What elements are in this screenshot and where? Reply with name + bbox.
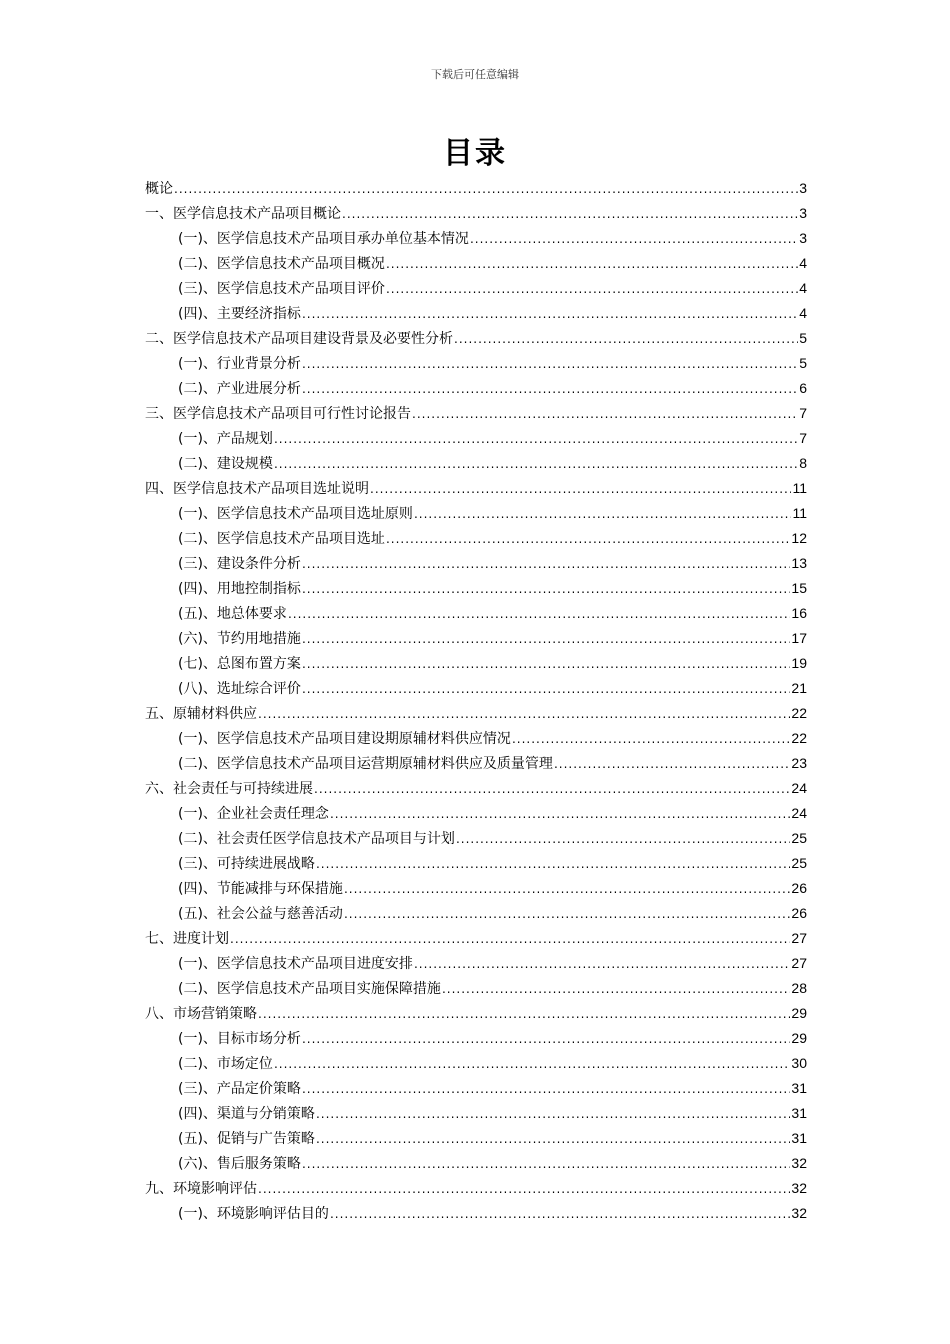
toc-entry-page-number: 27 (791, 955, 807, 971)
toc-entry-title: (一)、医学信息技术产品项目进度安排 (178, 956, 413, 972)
toc-entry-page-number: 32 (791, 1180, 807, 1196)
toc-entry-page-number: 5 (799, 330, 807, 346)
toc-entry[interactable] (145, 1001, 807, 1026)
toc-entry-page-number: 22 (791, 730, 807, 746)
toc-entry-title: (四)、用地控制指标 (178, 581, 301, 597)
toc-entry-page-number: 29 (791, 1005, 807, 1021)
toc-entry-title: (六)、售后服务策略 (178, 1156, 301, 1172)
toc-leader-dots (330, 1202, 790, 1227)
toc-entry[interactable] (145, 426, 807, 451)
toc-leader-dots (302, 1027, 790, 1052)
toc-entry-page-number: 30 (791, 1055, 807, 1071)
toc-leader-dots (302, 1152, 790, 1177)
toc-entry-title: (三)、建设条件分析 (178, 556, 301, 572)
toc-leader-dots (512, 727, 790, 752)
toc-entry-page-number: 31 (791, 1080, 807, 1096)
toc-leader-dots (344, 902, 790, 927)
toc-entry-title: (一)、环境影响评估目的 (178, 1206, 329, 1222)
toc-entry-page-number: 12 (791, 530, 807, 546)
toc-entry[interactable] (145, 1201, 807, 1226)
toc-entry[interactable] (145, 851, 807, 876)
toc-entry-page-number: 4 (799, 255, 807, 271)
toc-leader-dots (258, 1177, 790, 1202)
toc-leader-dots (344, 877, 790, 902)
toc-entry[interactable] (145, 626, 807, 651)
toc-entry[interactable] (145, 751, 807, 776)
toc-entry-page-number: 22 (791, 705, 807, 721)
toc-leader-dots (302, 577, 790, 602)
toc-leader-dots (330, 802, 790, 827)
toc-entry-title: (五)、地总体要求 (178, 606, 287, 622)
toc-entry-page-number: 19 (791, 655, 807, 671)
toc-leader-dots (412, 402, 798, 427)
toc-entry-page-number: 7 (799, 430, 807, 446)
toc-entry-page-number: 26 (791, 905, 807, 921)
toc-entry-page-number: 3 (799, 205, 807, 221)
toc-entry[interactable] (145, 301, 807, 326)
toc-leader-dots (554, 752, 790, 777)
toc-entry-page-number: 25 (791, 855, 807, 871)
toc-entry-page-number: 31 (791, 1105, 807, 1121)
toc-leader-dots (414, 952, 790, 977)
toc-entry[interactable] (145, 701, 807, 726)
toc-leader-dots (302, 302, 798, 327)
toc-leader-dots (274, 452, 798, 477)
toc-entry[interactable] (145, 876, 807, 901)
toc-leader-dots (258, 1002, 790, 1027)
toc-entry[interactable] (145, 726, 807, 751)
toc-entry-title: (一)、目标市场分析 (178, 1031, 301, 1047)
toc-entry-title: (一)、行业背景分析 (178, 356, 301, 372)
page-header: 下载后可任意编辑 (431, 68, 519, 81)
toc-entry[interactable] (145, 776, 807, 801)
toc-entry-page-number: 27 (791, 930, 807, 946)
toc-entry[interactable] (145, 226, 807, 251)
toc-entry-page-number: 4 (799, 305, 807, 321)
toc-entry-page-number: 24 (791, 805, 807, 821)
toc-entry-page-number: 3 (799, 180, 807, 196)
toc-entry[interactable] (145, 1126, 807, 1151)
toc-entry[interactable] (145, 401, 807, 426)
toc-entry-title: (二)、医学信息技术产品项目实施保障措施 (178, 981, 441, 997)
toc-entry-title: (二)、建设规模 (178, 456, 273, 472)
toc-leader-dots (454, 327, 798, 352)
toc-entry[interactable] (145, 376, 807, 401)
toc-entry-page-number: 31 (791, 1130, 807, 1146)
toc-entry-title: (一)、医学信息技术产品项目选址原则 (178, 506, 413, 522)
toc-entry-page-number: 7 (799, 405, 807, 421)
toc-entry[interactable] (145, 176, 807, 201)
toc-entry-title: (五)、促销与广告策略 (178, 1131, 315, 1147)
toc-entry[interactable] (145, 901, 807, 926)
toc-entry[interactable] (145, 826, 807, 851)
toc-entry-page-number: 4 (799, 280, 807, 296)
toc-entry[interactable] (145, 501, 807, 526)
toc-entry-title: (三)、可持续进展战略 (178, 856, 315, 872)
toc-leader-dots (274, 427, 798, 452)
toc-entry-title: (二)、社会责任医学信息技术产品项目与计划 (178, 831, 455, 847)
toc-leader-dots (470, 227, 798, 252)
toc-entry-title: (五)、社会公益与慈善活动 (178, 906, 343, 922)
toc-entry[interactable] (145, 801, 807, 826)
toc-entry[interactable] (145, 476, 807, 501)
toc-entry[interactable] (145, 576, 807, 601)
toc-entry-title: 六、社会责任与可持续进展 (145, 781, 313, 797)
toc-entry-title: (一)、医学信息技术产品项目建设期原辅材料供应情况 (178, 731, 511, 747)
toc-entry-title: 九、环境影响评估 (145, 1181, 257, 1197)
toc-entry-title: (八)、选址综合评价 (178, 681, 301, 697)
toc-entry-page-number: 32 (791, 1155, 807, 1171)
toc-leader-dots (386, 252, 798, 277)
toc-entry-page-number: 24 (791, 780, 807, 796)
toc-entry-title: (一)、医学信息技术产品项目承办单位基本情况 (178, 231, 469, 247)
toc-entry[interactable] (145, 1101, 807, 1126)
toc-entry-page-number: 32 (791, 1205, 807, 1221)
toc-entry[interactable] (145, 651, 807, 676)
toc-entry[interactable] (145, 251, 807, 276)
toc-entry-title: (四)、主要经济指标 (178, 306, 301, 322)
toc-leader-dots (302, 377, 798, 402)
toc-entry-title: (二)、医学信息技术产品项目运营期原辅材料供应及质量管理 (178, 756, 553, 772)
toc-leader-dots (414, 502, 792, 527)
toc-leader-dots (274, 1052, 790, 1077)
toc-entry-page-number: 28 (791, 980, 807, 996)
toc-entry-page-number: 23 (791, 755, 807, 771)
toc-entry-title: (三)、产品定价策略 (178, 1081, 301, 1097)
toc-entry[interactable] (145, 351, 807, 376)
toc-entry-page-number: 3 (799, 230, 807, 246)
toc-leader-dots (288, 602, 790, 627)
toc-entry-title: 二、医学信息技术产品项目建设背景及必要性分析 (145, 331, 453, 347)
toc-leader-dots (302, 352, 798, 377)
toc-entry-title: 八、市场营销策略 (145, 1006, 257, 1022)
toc-entry-title: (二)、医学信息技术产品项目选址 (178, 531, 385, 547)
toc-entry[interactable] (145, 201, 807, 226)
toc-leader-dots (456, 827, 790, 852)
toc-entry-page-number: 6 (799, 380, 807, 396)
toc-entry-page-number: 29 (791, 1030, 807, 1046)
toc-entry[interactable] (145, 451, 807, 476)
toc-entry-title: 三、医学信息技术产品项目可行性讨论报告 (145, 406, 411, 422)
toc-entry[interactable] (145, 926, 807, 951)
toc-entry[interactable] (145, 1051, 807, 1076)
toc-entry-page-number: 5 (799, 355, 807, 371)
toc-entry-title: 四、医学信息技术产品项目选址说明 (145, 481, 369, 497)
toc-leader-dots (302, 552, 790, 577)
toc-entry[interactable] (145, 326, 807, 351)
toc-entry-page-number: 16 (791, 605, 807, 621)
toc-leader-dots (302, 627, 790, 652)
toc-entry-title: 概论 (145, 181, 173, 197)
toc-entry[interactable] (145, 1151, 807, 1176)
toc-leader-dots (342, 202, 798, 227)
toc-leader-dots (386, 527, 790, 552)
toc-leader-dots (302, 652, 790, 677)
toc-entry-title: (二)、市场定位 (178, 1056, 273, 1072)
toc-entry[interactable] (145, 1026, 807, 1051)
toc-entry-title: (四)、渠道与分销策略 (178, 1106, 315, 1122)
toc-entry[interactable] (145, 1076, 807, 1101)
toc-entry-page-number: 11 (792, 505, 807, 521)
toc-entry-page-number: 15 (791, 580, 807, 596)
toc-entry-title: (一)、企业社会责任理念 (178, 806, 329, 822)
toc-leader-dots (302, 1077, 790, 1102)
toc-entry-title: 五、原辅材料供应 (145, 706, 257, 722)
toc-entry-page-number: 13 (791, 555, 807, 571)
toc-entry[interactable] (145, 601, 807, 626)
toc-leader-dots (174, 177, 798, 202)
toc-leader-dots (314, 777, 790, 802)
toc-leader-dots (258, 702, 790, 727)
toc-leader-dots (386, 277, 798, 302)
toc-entry[interactable] (145, 526, 807, 551)
toc-entry[interactable] (145, 1176, 807, 1201)
toc-entry-page-number: 11 (792, 480, 807, 496)
toc-entry-page-number: 8 (799, 455, 807, 471)
toc-entry-page-number: 25 (791, 830, 807, 846)
toc-entry[interactable] (145, 976, 807, 1001)
toc-leader-dots (316, 1102, 790, 1127)
toc-leader-dots (316, 1127, 790, 1152)
toc-entry-title: (二)、医学信息技术产品项目概况 (178, 256, 385, 272)
toc-leader-dots (302, 677, 790, 702)
toc-entry-page-number: 21 (791, 680, 807, 696)
toc-entry[interactable] (145, 676, 807, 701)
toc-entry-title: (二)、产业进展分析 (178, 381, 301, 397)
toc-leader-dots (230, 927, 790, 952)
toc-entry-title: 七、进度计划 (145, 931, 229, 947)
toc-entry-title: 一、医学信息技术产品项目概论 (145, 206, 341, 222)
toc-leader-dots (442, 977, 790, 1002)
toc-entry[interactable] (145, 551, 807, 576)
toc-entry-title: (三)、医学信息技术产品项目评价 (178, 281, 385, 297)
toc-entry-page-number: 26 (791, 880, 807, 896)
table-of-contents (145, 176, 807, 1226)
toc-title: 目录 (443, 136, 507, 171)
toc-entry-title: (四)、节能减排与环保措施 (178, 881, 343, 897)
toc-entry-title: (一)、产品规划 (178, 431, 273, 447)
toc-entry-title: (六)、节约用地措施 (178, 631, 301, 647)
toc-entry-page-number: 17 (791, 630, 807, 646)
toc-entry[interactable] (145, 276, 807, 301)
toc-entry-title: (七)、总图布置方案 (178, 656, 301, 672)
toc-leader-dots (316, 852, 790, 877)
toc-leader-dots (370, 477, 791, 502)
toc-entry[interactable] (145, 951, 807, 976)
